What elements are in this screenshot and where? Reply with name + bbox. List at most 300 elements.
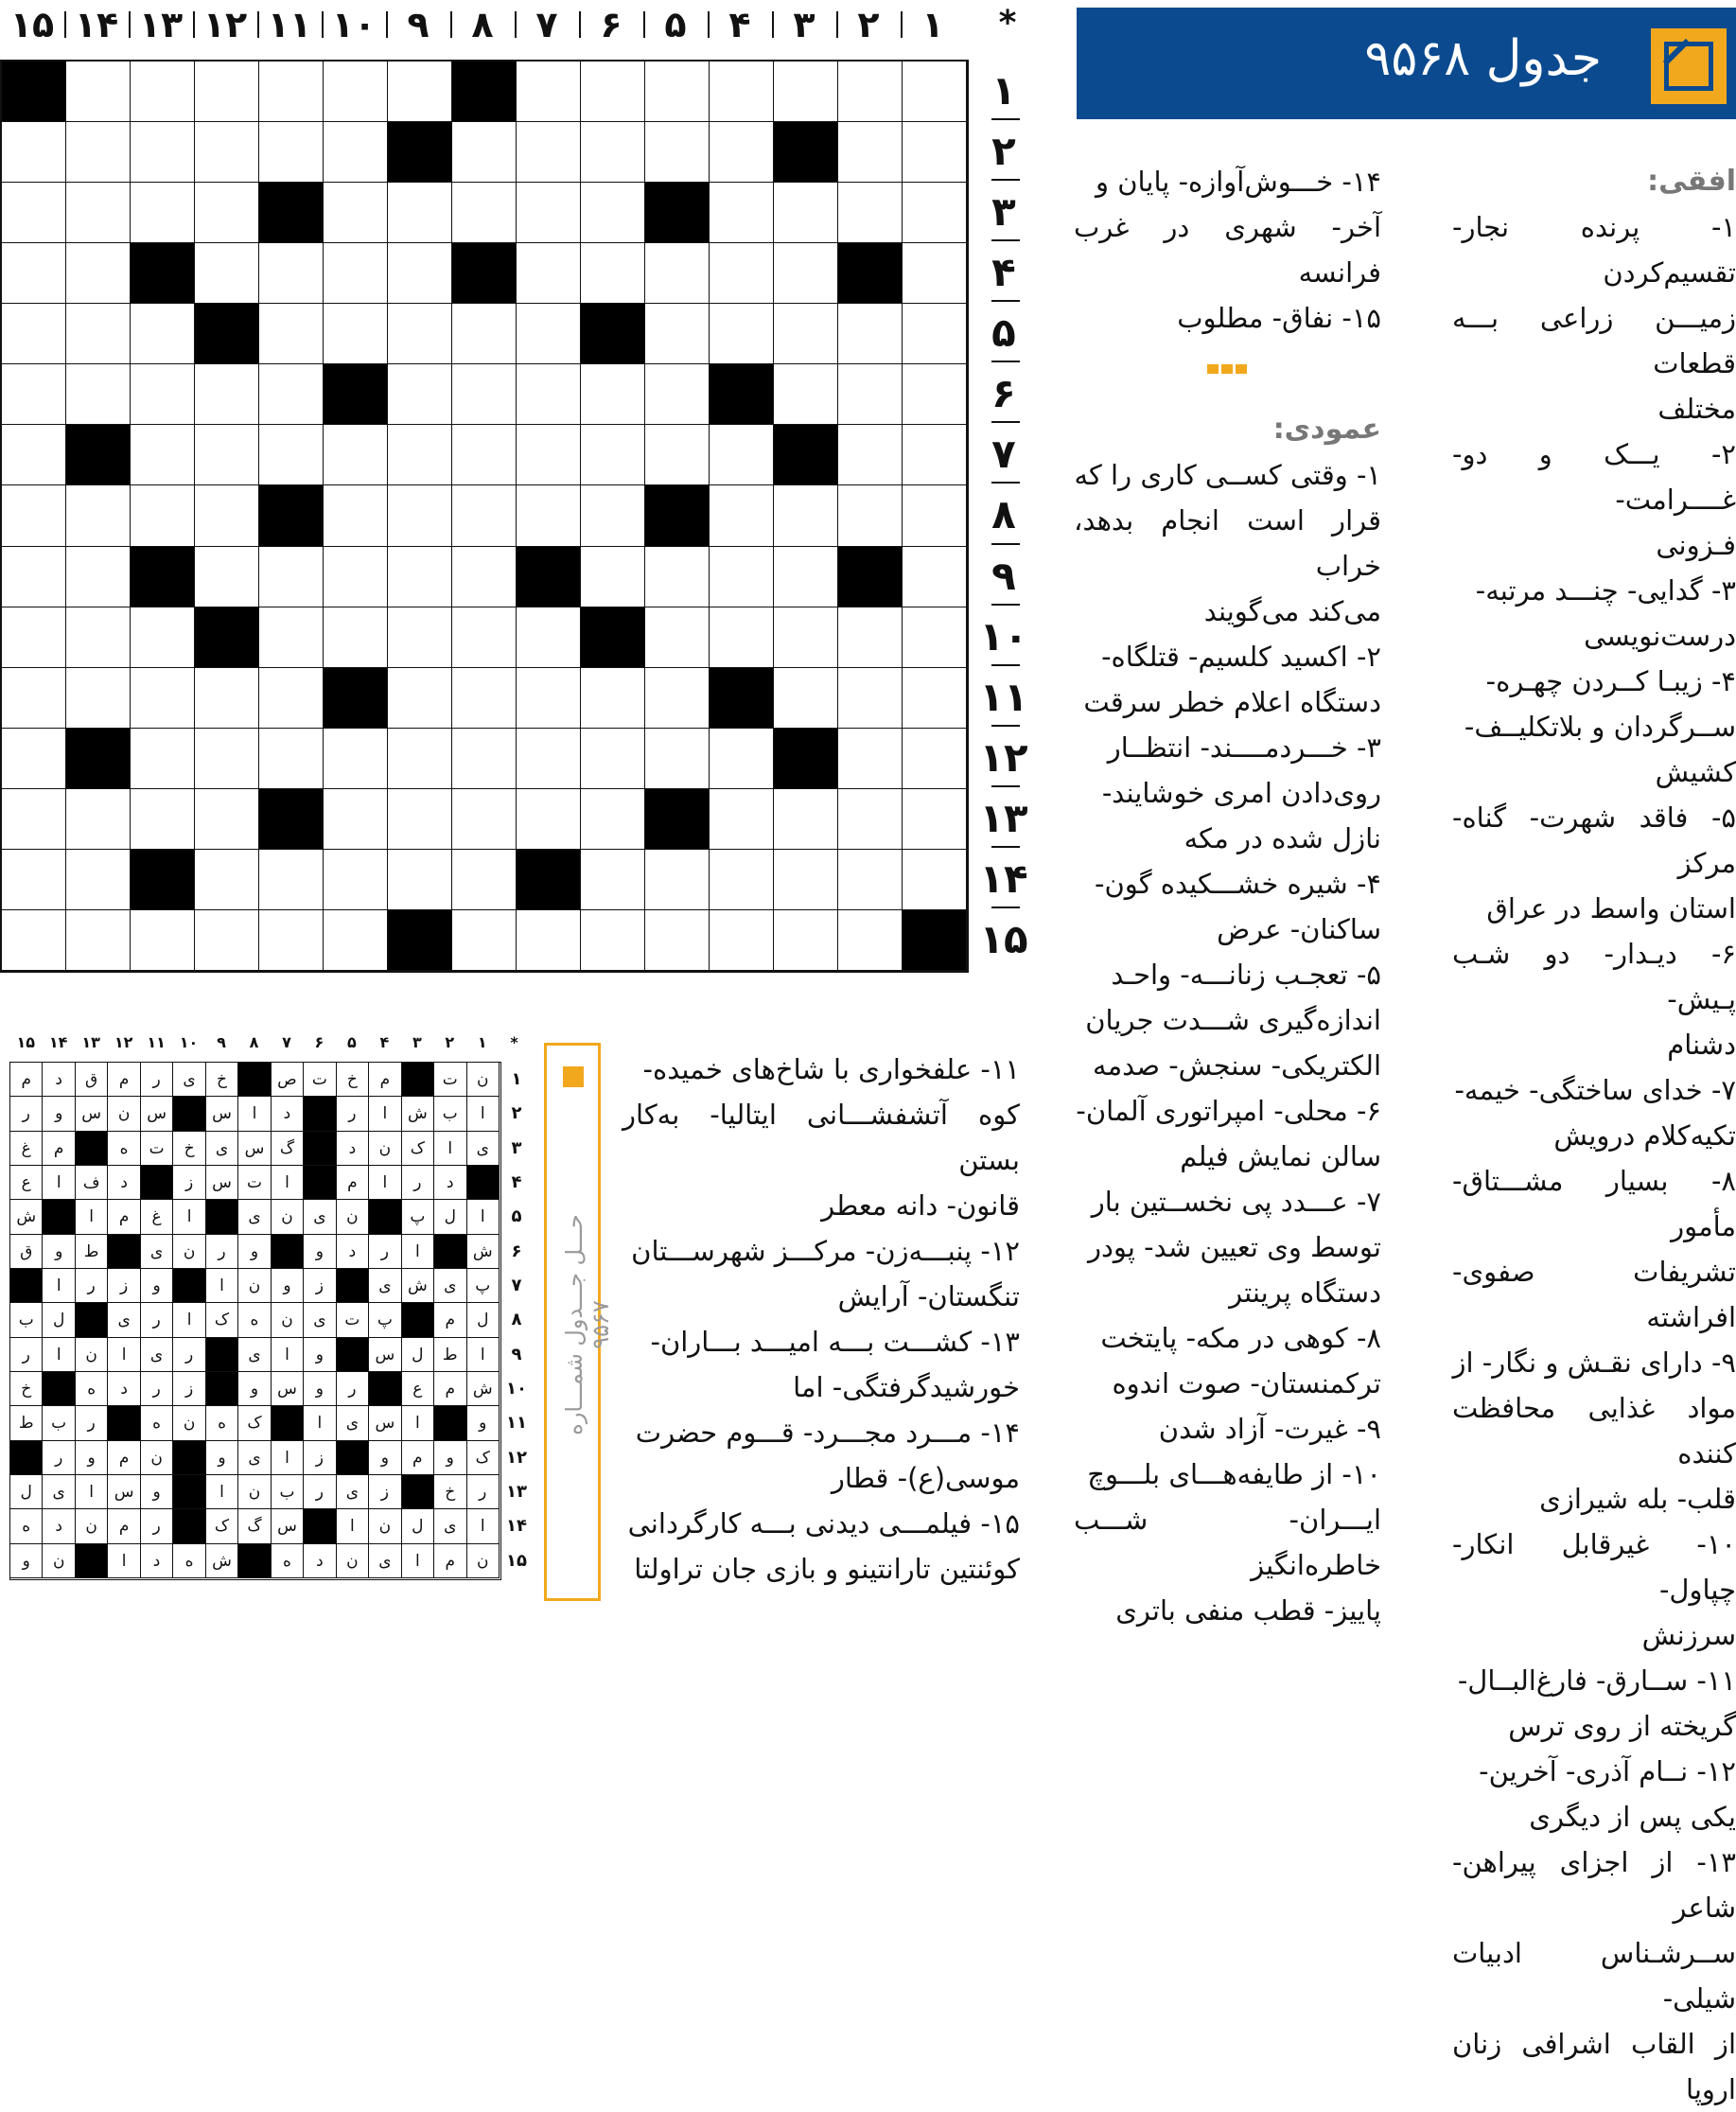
solution-cell: ک [402,1132,434,1166]
solution-row-label: ۱۱ [506,1413,527,1434]
solution-cell: ر [76,1406,108,1440]
grid-cell [66,183,131,243]
grid-cell [324,789,388,850]
grid-cell [645,729,710,789]
solution-cell: و [76,1441,108,1475]
solution-cell: ا [467,1097,500,1131]
solution-cell: ت [337,1303,369,1337]
grid-cell [517,425,581,485]
solution-cell: ی [206,1132,238,1166]
row-label: ۲ [991,128,1016,175]
row-label: ۱۱ [979,673,1028,720]
grid-cell [388,607,452,668]
grid-cell [66,304,131,364]
solution-cell: ط [76,1235,108,1269]
clue-line: دستگاه اعلام خطر سرقت [1083,686,1381,718]
grid-cell [259,304,324,364]
grid-cell [774,62,838,122]
clue-line: ایـــران- شـــب خاطره‌انگیز [1074,1504,1381,1581]
row-label: ۸ [991,491,1016,538]
solution-cell [402,1063,434,1097]
solution-cell: ن [238,1269,271,1303]
grid-cell [131,122,195,183]
solution-cell: و [10,1544,43,1578]
grid-cell [710,668,774,729]
grid-cell [903,850,967,910]
solution-column-label: ۷ [282,1033,291,1051]
solution-cell: ن [76,1509,108,1543]
grid-cell [838,910,903,971]
solution-cell [206,1338,238,1372]
solution-cell: س [369,1406,401,1440]
grid-cell [195,122,259,183]
clue-line: ساکنان- عرض [1217,913,1381,945]
solution-cell: ه [141,1406,173,1440]
solution-cell [76,1132,108,1166]
grid-cell [195,547,259,607]
grid-cell [774,122,838,183]
solution-cell: م [369,1063,401,1097]
solution-row-label: ۲ [511,1103,522,1124]
grid-cell [838,425,903,485]
solution-cell: ی [434,1509,466,1543]
grid-cell [517,183,581,243]
solution-cell: د [304,1544,336,1578]
grid-cell [517,789,581,850]
row-label: ۴ [991,249,1016,296]
solution-cell: ا [272,1338,304,1372]
solution-cell: ا [272,1441,304,1475]
grid-cell [452,304,517,364]
grid-cell [517,547,581,607]
solution-cell: ق [76,1063,108,1097]
solution-cell: ن [467,1063,500,1097]
grid-cell [581,122,645,183]
solution-cell [369,1372,401,1406]
grid-cell [2,62,66,122]
grid-cell [581,668,645,729]
clue-line: ۱۲- پنبـــه‌زن- مرکـــز شهرســـتان [631,1235,1020,1267]
grid-cell [66,789,131,850]
grid-cell [452,183,517,243]
solution-cell [206,1372,238,1406]
solution-cell: ش [402,1269,434,1303]
solution-cell: ا [108,1338,140,1372]
grid-cell [324,122,388,183]
grid-cell [452,122,517,183]
grid-cell [581,62,645,122]
grid-cell [388,243,452,304]
solution-cell: ک [206,1303,238,1337]
clue-line: ۲- اکسید کلسیم- قتلگاه- [1101,641,1381,673]
grid-cell [710,729,774,789]
grid-cell [517,122,581,183]
row-label: ۱۲ [979,733,1028,781]
clue-line: ۱۰- از طایفه‌هـــای بلـــوچ [1087,1458,1381,1490]
grid-cell [2,122,66,183]
grid-cell [388,850,452,910]
solution-cell: م [108,1200,140,1234]
grid-cell [195,183,259,243]
solution-cell: ا [467,1509,500,1543]
grid-cell [710,910,774,971]
solution-cell: ک [206,1509,238,1543]
solution-cell: ه [76,1372,108,1406]
grid-cell [710,547,774,607]
clue-line: ۵- تعجـب زنانـــه- واحـد [1111,959,1381,991]
solution-cell: ی [141,1235,173,1269]
solution-cell: ا [173,1200,205,1234]
grid-cell [517,304,581,364]
grid-cell [388,910,452,971]
solution-cell: ز [369,1475,401,1509]
solution-cell: ه [238,1303,271,1337]
grid-cell [581,364,645,425]
clue-line: ۲- یـــک و دو- غــــرامت- [1452,438,1736,516]
row-label: ۶ [991,370,1016,417]
solution-cell: س [369,1338,401,1372]
grid-cell [645,485,710,546]
grid-cell [259,183,324,243]
solution-cell: ا [238,1097,271,1131]
clue-line: ۶- محلی- امپراتوری آلمان- [1076,1095,1381,1127]
solution-cell: و [434,1441,466,1475]
solution-cell: ا [108,1544,140,1578]
solution-cell: ش [402,1097,434,1131]
solution-cell: ط [434,1338,466,1372]
grid-cell [195,243,259,304]
solution-cell: ز [304,1441,336,1475]
solution-cell: ی [369,1544,401,1578]
grid-cell [838,729,903,789]
clue-line: ۱۴- خـــوش‌آوازه- پایان و [1096,166,1381,198]
solution-badge [544,1043,614,1601]
grid-cell [324,910,388,971]
solution-cell [10,1441,43,1475]
clue-line: ۱۳- از اجزای پیراهن- شاعر [1452,1846,1736,1924]
column-separator [901,11,903,38]
grid-cell [452,668,517,729]
clue-line: از القاب اشرافی زنان اروپا [1452,2028,1736,2105]
grid-cell [838,183,903,243]
row-separator [991,118,1020,120]
grid-cell [903,183,967,243]
solution-cell: ر [10,1338,43,1372]
grid-cell [324,850,388,910]
corner-arrow-icon [563,1066,584,1087]
solution-cell: ا [76,1475,108,1509]
column-separator [322,11,324,38]
grid-cell [388,62,452,122]
grid-cell [388,304,452,364]
grid-cell [581,183,645,243]
solution-cell: ز [173,1372,205,1406]
solution-cell: م [434,1303,466,1337]
solution-row-label: ۱۳ [506,1482,527,1502]
solution-cell: ت [238,1166,271,1200]
solution-cell: ز [108,1269,140,1303]
column-label: ۱۳ [138,4,184,45]
grid-cell [195,485,259,546]
solution-cell: ر [43,1441,75,1475]
solution-cell: ی [434,1269,466,1303]
grid-cell [195,425,259,485]
grid-cell [2,485,66,546]
grid-cell [581,789,645,850]
solution-cell: ن [43,1544,75,1578]
column-label: ۱۵ [9,4,55,45]
solution-cell [141,1166,173,1200]
corner-arrow-icon [1651,28,1727,104]
grid-cell [388,122,452,183]
solution-cell: س [141,1097,173,1131]
solution-cell: ر [173,1338,205,1372]
grid-cell [774,485,838,546]
grid-cell [517,243,581,304]
solution-cell: ا [76,1200,108,1234]
solution-cell: س [272,1372,304,1406]
column-label: ۲ [857,4,880,45]
solution-cell: ا [43,1269,75,1303]
grid-cell [645,425,710,485]
solution-cell: ا [369,1166,401,1200]
solution-cell: ا [206,1475,238,1509]
solution-cell: ش [206,1544,238,1578]
solution-cell [173,1475,205,1509]
grid-cell [517,668,581,729]
solution-cell: و [206,1441,238,1475]
grid-cell [710,789,774,850]
grid-cell [324,62,388,122]
solution-cell [76,1544,108,1578]
grid-cell [517,62,581,122]
solution-cell: ش [10,1200,43,1234]
grid-cell [388,425,452,485]
solution-cell: ن [108,1097,140,1131]
solution-cell: م [108,1063,140,1097]
grid-cell [131,183,195,243]
solution-cell: گ [238,1509,271,1543]
solution-column-label: ۲ [445,1033,455,1051]
clue-line: دستگاه پرینتر [1229,1276,1381,1309]
clue-line: قلب- بله شیرازی [1539,1483,1736,1515]
clue-line: نازل شده در مکه [1184,822,1381,854]
clue-line: ۳- خـــردمــــند- انتظــار [1107,731,1381,764]
clue-line: ۷- عـــدد پی نخســتین بار [1091,1186,1381,1218]
solution-row-label: ۱۰ [506,1379,527,1399]
grid-cell [452,62,517,122]
grid-cell [66,62,131,122]
row-label: ۱۰ [979,612,1028,660]
grid-cell [2,183,66,243]
grid-cell [2,850,66,910]
solution-cell: ه [108,1132,140,1166]
grid-cell [710,243,774,304]
grid-cell [452,607,517,668]
grid-cell [66,485,131,546]
solution-cell: و [238,1235,271,1269]
grid-cell [645,668,710,729]
previous-solution-grid [0,1033,530,1601]
grid-cell [131,729,195,789]
solution-cell: و [238,1372,271,1406]
grid-cell [2,547,66,607]
solution-cell: د [43,1509,75,1543]
solution-cell: ی [108,1303,140,1337]
solution-cell: ن [369,1132,401,1166]
clue-line: درست‌نویسی [1584,620,1736,652]
solution-column-label: ۱ [477,1033,487,1051]
solution-cell [337,1269,369,1303]
clue-line: ۸- بسیار مشـــتاق- مأمور [1452,1165,1736,1242]
grid-cell [324,485,388,546]
clue-line: تشریفات صفوی- افراشته [1452,1256,1736,1333]
star-marker: * [998,4,1017,43]
solution-cell: ا [402,1406,434,1440]
solution-cell: ر [141,1372,173,1406]
solution-cell: ط [10,1406,43,1440]
grid-cell [838,485,903,546]
grid-cell [66,850,131,910]
grid-cell [581,910,645,971]
solution-cell: ل [43,1303,75,1337]
solution-cell: د [108,1372,140,1406]
row-separator [991,361,1020,362]
row-label: ۱۴ [979,854,1028,902]
down-clues-continued [623,1047,1020,1592]
solution-cell: و [304,1338,336,1372]
grid-cell [195,668,259,729]
grid-cell [710,183,774,243]
grid-cell [645,789,710,850]
solution-cell: ر [337,1097,369,1131]
clue-line: موسی(ع)- قطار [831,1462,1020,1494]
grid-cell [452,485,517,546]
column-separator [515,11,517,38]
across-clues-continued [1074,159,1381,341]
solution-cell [173,1097,205,1131]
solution-cell: خ [173,1132,205,1166]
solution-cell: م [434,1372,466,1406]
row-separator [991,482,1020,484]
column-separator [643,11,645,38]
column-separator [64,11,66,38]
solution-cell: پ [467,1269,500,1303]
column-label: ۴ [728,4,751,45]
grid-cell [645,850,710,910]
clue-line: ۱۵- نفاق- مطلوب [1177,302,1381,334]
grid-cell [388,485,452,546]
solution-cell: و [141,1269,173,1303]
solution-row-label: ۱۲ [506,1447,527,1468]
solution-cell: ی [304,1200,336,1234]
clue-line: الکتریکی- سنجش- صدمه [1093,1049,1381,1082]
clue-line: کوئنتین تارانتینو و بازی جان تراولتا [634,1553,1020,1585]
solution-cell: ا [467,1200,500,1234]
grid-cell [324,729,388,789]
grid-cell [903,789,967,850]
clue-line: ۹- غیرت- آزاد شدن [1158,1413,1381,1445]
grid-cell [645,183,710,243]
solution-cell: ن [173,1235,205,1269]
grid-cell [388,364,452,425]
solution-star: * [510,1033,518,1051]
clue-line: تنگستان- آرایش [837,1280,1020,1312]
solution-column-label: ۱۴ [48,1033,68,1051]
grid-cell [66,729,131,789]
grid-cell [903,485,967,546]
solution-cell: ن [369,1509,401,1543]
grid-cell [259,62,324,122]
grid-cell [710,850,774,910]
solution-cell: ن [238,1475,271,1509]
solution-cell [369,1200,401,1234]
down-clues [1074,407,1381,1633]
solution-cell: ن [173,1406,205,1440]
grid-cell [452,243,517,304]
solution-cell: ی [238,1441,271,1475]
grid-cells [0,60,969,973]
solution-cell: ا [304,1406,336,1440]
solution-cell: ب [272,1475,304,1509]
grid-cell [581,485,645,546]
solution-cell [238,1063,271,1097]
grid-cell [517,729,581,789]
grid-cell [131,607,195,668]
solution-cell: د [43,1063,75,1097]
grid-cell [259,425,324,485]
row-separator [991,604,1020,606]
grid-cell [581,547,645,607]
solution-column-label: ۱۳ [81,1033,100,1051]
solution-cell: ر [10,1097,43,1131]
column-labels [0,0,1022,49]
grid-cell [324,243,388,304]
solution-cell: ن [76,1338,108,1372]
row-separator [991,421,1020,423]
solution-cell [304,1097,336,1131]
solution-cell [108,1406,140,1440]
solution-column-label: ۳ [412,1033,422,1051]
grid-cell [259,122,324,183]
solution-cell: ز [304,1269,336,1303]
solution-cell: ن [141,1441,173,1475]
solution-row-label: ۷ [511,1276,522,1295]
row-separator [991,543,1020,545]
solution-cell: د [272,1097,304,1131]
grid-cell [259,789,324,850]
solution-cell: ر [304,1475,336,1509]
solution-cell: س [272,1509,304,1543]
grid-cell [710,425,774,485]
row-separator [991,725,1020,727]
clue-line: ۵- فاقد شهرت- گناه- مرکز [1452,801,1736,879]
solution-cell: م [434,1544,466,1578]
clue-line: ۱- وقتی کســی کاری را که [1074,459,1381,491]
solution-cell: ی [43,1475,75,1509]
solution-cell [173,1269,205,1303]
grid-cell [903,729,967,789]
grid-cell [581,425,645,485]
grid-cell [2,910,66,971]
grid-cell [2,243,66,304]
grid-cell [452,729,517,789]
clue-line: سرزنش [1641,1619,1736,1651]
solution-cell: ت [141,1132,173,1166]
grid-cell [195,304,259,364]
solution-cell: ا [173,1303,205,1337]
solution-row-label: ۳ [511,1137,522,1158]
